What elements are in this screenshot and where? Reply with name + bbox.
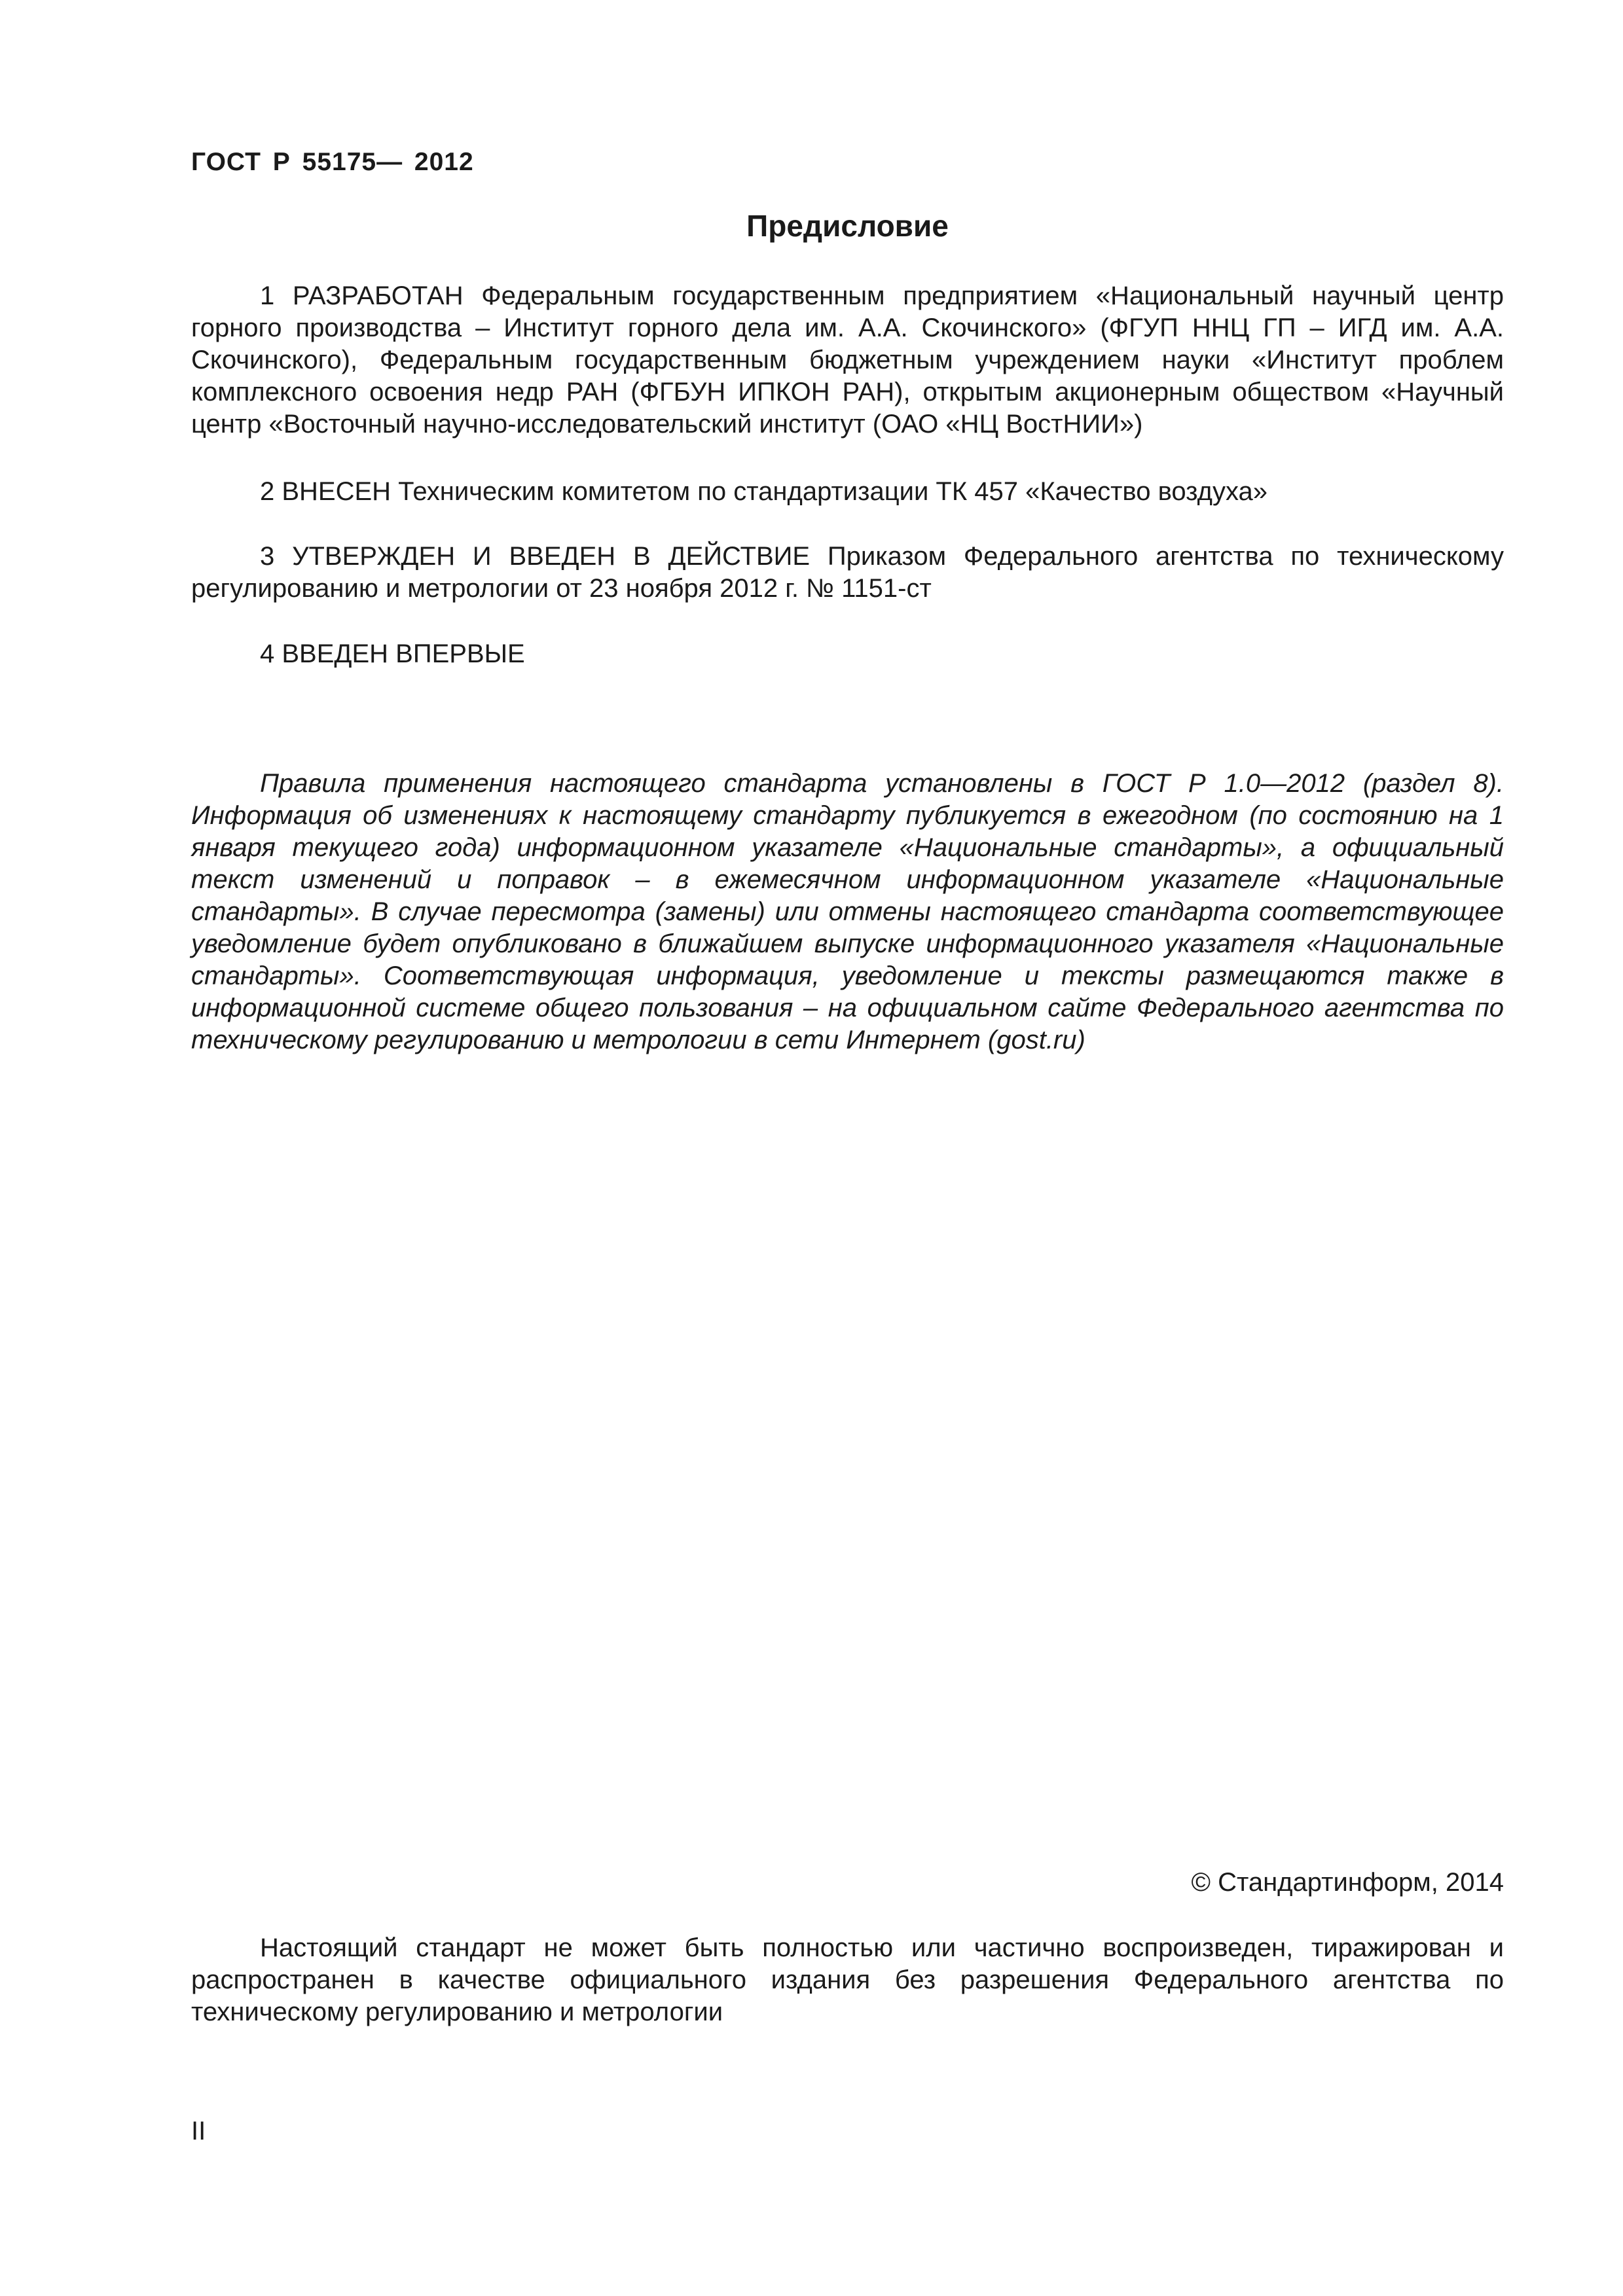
paragraph-introduced-by: 2 ВНЕСЕН Техническим комитетом по стандартизации ТК 457 «Качество воздуха»	[260, 477, 1268, 506]
paragraph-first-introduced: 4 ВВЕДЕН ВПЕРВЫЕ	[260, 639, 525, 668]
page-number: II	[191, 2117, 206, 2145]
reproduction-notice: Настоящий стандарт не может быть полностью или частично воспроизведен, тиражирован и распространен в качестве официального издания без разрешения Федерального агентства по техническому регулированию и метрологии	[191, 1933, 1504, 2026]
paragraph-application-rules: Правила применения настоящего стандарта установлены в ГОСТ Р 1.0—2012 (раздел 8). Информация об изменениях к настоящему стандарту публикуется в ежегодном (по состоянию на 1 января текущего года) информационном указателе «Национальные стандарты», а официальный текст изменений и поправок – в ежемесячном информационном указателе «Национальные стандарты». В случае пересмотра (замены) или отмены настоящего стандарта соответствующее уведомление будет опубликовано в ближайшем выпуске информационного указателя «Национальные стандарты». Соответствующая информация, уведомление и тексты размещаются также в информационной системе общего пользования – на официальном сайте Федерального агентства по техническому регулированию и метрологии в сети Интернет (gost.ru)	[191, 769, 1504, 1054]
paragraph-approved: 3 УТВЕРЖДЕН И ВВЕДЕН В ДЕЙСТВИЕ Приказом Федерального агентства по техническому регулированию и метрологии от 23 ноября 2012 г. № 1151-ст	[191, 542, 1504, 603]
section-title: Предисловие	[746, 209, 949, 243]
document-code: ГОСТ Р 55175— 2012	[191, 148, 474, 176]
copyright-notice: © Стандартинформ, 2014	[1191, 1868, 1504, 1897]
paragraph-developed-by: 1 РАЗРАБОТАН Федеральным государственным предприятием «Национальный научный центр горного производства – Институт горного дела им. А.А. Скочинского» (ФГУП ННЦ ГП – ИГД им. А.А. Скочинского), Федеральным государственным бюджетным учреждением науки «Институт проблем комплексного освоения недр РАН (ФГБУН ИПКОН РАН), открытым акционерным обществом «Научный центр «Восточный научно-исследовательский институт (ОАО «НЦ ВостНИИ»)	[191, 281, 1504, 439]
